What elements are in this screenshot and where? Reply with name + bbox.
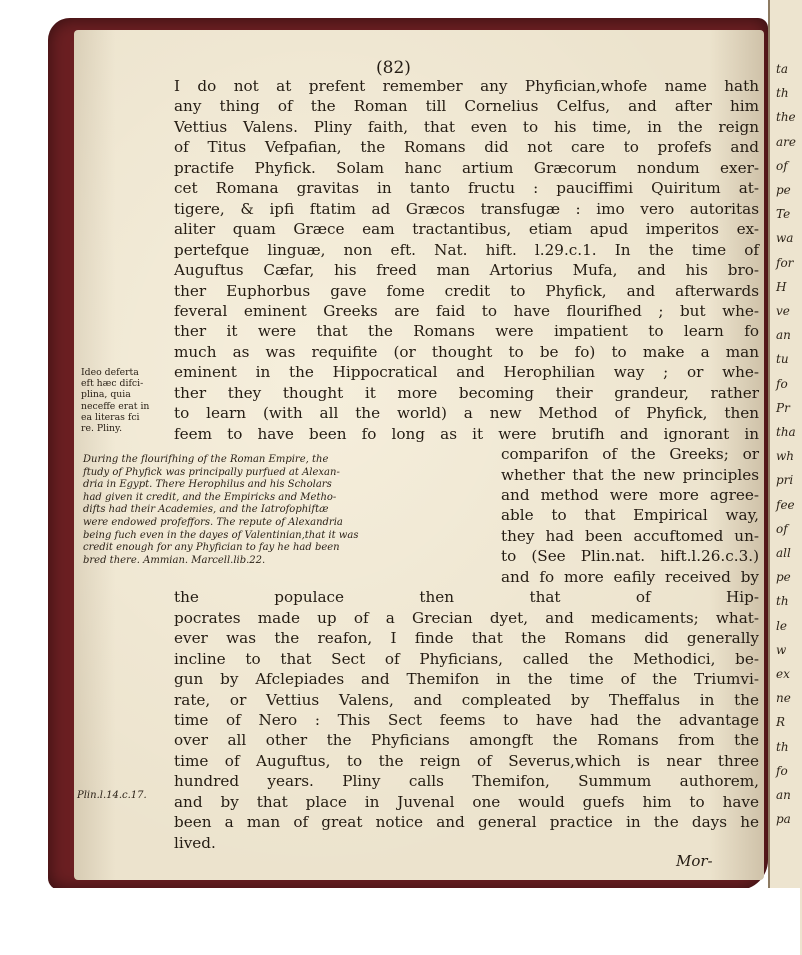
facing-page-fragment: pri [776, 473, 794, 488]
text-line: the populace then that of Hip- [174, 588, 759, 607]
text-line: ther it were that the Romans were impatient to learn fo [174, 322, 759, 341]
side-note-line: plina, quia [81, 389, 131, 401]
text-line: to learn (with all the world) a new Method of Phyfick, then [174, 404, 759, 423]
text-line: feveral eminent Greeks are faid to have flourifhed ; but whe- [174, 301, 759, 320]
latin-side-note [81, 367, 157, 434]
reference-side-note: Plin.l.14.c.17. [77, 790, 147, 801]
facing-page-fragment: tu [776, 352, 789, 367]
bottom-margin [0, 888, 800, 955]
text-line: eminent in the Hippocratical and Herophilian way ; or whe- [174, 363, 759, 382]
text-line: able to that Empirical way, [501, 506, 759, 525]
facing-page-fragment: pe [776, 183, 791, 197]
text-line: incline to that Sect of Phyficians, called the Methodici, be- [174, 649, 759, 668]
facing-page-fragment: the [776, 110, 796, 125]
facing-page-fragment: ve [776, 304, 790, 318]
facing-page-fragment: an [776, 328, 791, 343]
text-line: tigere, & ipfi ftatim ad Græcos transfugæ : imo vero autoritas [174, 199, 759, 218]
side-note-line: bred there. Ammian. Marcell.lib.22. [83, 554, 266, 566]
facing-page-fragment: ta [776, 62, 788, 76]
text-line: and fo more eafily received by [501, 567, 759, 586]
facing-page-fragment: th [776, 739, 789, 754]
side-note-line: dria in Egypt. There Herophilus and his Scholars [83, 479, 332, 491]
side-note-line: being fuch even in the dayes of Valentinian,that it was [83, 529, 359, 541]
facing-page-fragment: tha [776, 425, 796, 439]
facing-page-fragment: le [776, 618, 787, 633]
text-line: pertefque linguæ, non eft. Nat. hift. l.29.c.1. In the time of [174, 240, 759, 259]
text-line: been a man of great notice and general practice in the days he [174, 813, 759, 832]
catchword: Mor- [676, 852, 713, 870]
facing-page-fragment: are [776, 134, 796, 149]
side-note-line: eft hæc difci- [81, 378, 144, 390]
text-line: lived. [174, 833, 216, 852]
text-line: of Titus Vefpafian, the Romans did not care to profefs and [174, 138, 759, 157]
facing-page-fragment: pa [776, 812, 791, 827]
text-line: whether that the new principles [501, 465, 759, 484]
text-line: time of Nero : This Sect feems to have had the advantage [174, 710, 759, 729]
facing-page-fragment: pe [776, 570, 791, 585]
text-line: feem to have been fo long as it were brutifh and ignorant in [174, 424, 759, 443]
text-line: and by that place in Juvenal one would guefs him to have [174, 792, 759, 811]
facing-page-fragment: fee [776, 497, 795, 512]
text-line: rate, or Vettius Valens, and compleated by Theffalus in the [174, 690, 759, 709]
text-line: gun by Afclepiades and Themifon in the time of the Triumvi- [174, 670, 759, 689]
side-note-line: ea literas fci [81, 411, 140, 423]
text-line: comparifon of the Greeks; or [501, 445, 759, 464]
side-note-line: had given it credit, and the Empiricks and Metho- [83, 491, 337, 503]
facing-page-fragment: fo [776, 376, 788, 391]
text-line: Vettius Valens. Pliny faith, that even to his time, in the reign [174, 117, 759, 136]
facing-page-fragment: for [776, 255, 794, 270]
text-line: ever was the reafon, I finde that the Romans did generally [174, 629, 759, 648]
text-line: practife Phyfick. Solam hanc artium Græcorum nondum exer- [174, 158, 759, 177]
text-line: cet Romana gravitas in tanto fructu : pauciffimi Quiritum at- [174, 179, 759, 198]
facing-page-fragment: of [776, 158, 788, 173]
facing-page-edge [768, 0, 802, 955]
side-note-line: During the flourifhing of the Roman Empire, the [83, 454, 329, 465]
text-line: aliter quam Græce eam tractantibus, etiam apud imperitos ex- [174, 220, 759, 239]
facing-page-fragment: Te [776, 207, 791, 222]
text-line: much as was requifite (or thought to be fo) to make a man [174, 342, 759, 361]
side-note-line: re. Pliny. [81, 423, 123, 435]
text-line: hundred years. Pliny calls Themifon, Summum authorem, [174, 772, 759, 791]
facing-page-fragment: th [776, 594, 789, 609]
text-line: ther they thought it more becoming their grandeur, rather [174, 383, 759, 402]
side-note-line: neceffe erat in [81, 400, 150, 412]
facing-page-fragment: wh [776, 449, 794, 464]
facing-page-fragment: an [776, 788, 791, 802]
facing-page-fragment: wa [776, 231, 794, 246]
facing-page-fragment: Pr [776, 400, 790, 415]
facing-page-fragment: of [776, 521, 788, 536]
side-note-line: Ideo deferta [81, 367, 139, 378]
text-line: Auguftus Cæfar, his freed man Artorius Mufa, and his bro- [174, 261, 759, 280]
side-note-line: ftudy of Phyfick was principally purfued at Alexan- [83, 466, 340, 478]
facing-page-fragment: R [776, 715, 786, 730]
text-line: to (See Plin.nat. hift.l.26.c.3.) [501, 547, 759, 566]
facing-page-fragment: fo [776, 763, 788, 778]
text-line: ther Euphorbus gave fome credit to Phyfick, and afterwards [174, 281, 759, 300]
text-line: any thing of the Roman till Cornelius Celfus, and after him [174, 97, 759, 116]
side-note-line: difts had their Academies, and the Iatrofophiftæ [83, 504, 329, 516]
facing-page-fragment: all [776, 546, 791, 560]
english-side-note [83, 454, 359, 567]
facing-page-fragment: th [776, 86, 789, 101]
text-line: over all other the Phyficians amongft the Romans from the [174, 731, 759, 750]
text-line: time of Auguftus, to the reign of Severus,which is near three [174, 751, 759, 770]
text-line: pocrates made up of a Grecian dyet, and medicaments; what- [174, 608, 759, 627]
facing-page-fragment: ex [776, 667, 790, 681]
page-number: (82) [376, 58, 411, 78]
text-line: I do not at prefent remember any Phyfician,whofe name hath [174, 77, 759, 95]
side-note-line: were endowed profeffors. The repute of Alexandria [83, 516, 343, 528]
facing-page-fragment: ne [776, 691, 791, 706]
facing-page-fragment: w [776, 642, 787, 657]
text-line: they had been accuftomed un- [501, 526, 759, 545]
facing-page-fragment: H [776, 279, 787, 294]
side-note-line: credit enough for any Phyfician to fay he had been [83, 542, 340, 554]
text-line: and method were more agree- [501, 486, 759, 504]
